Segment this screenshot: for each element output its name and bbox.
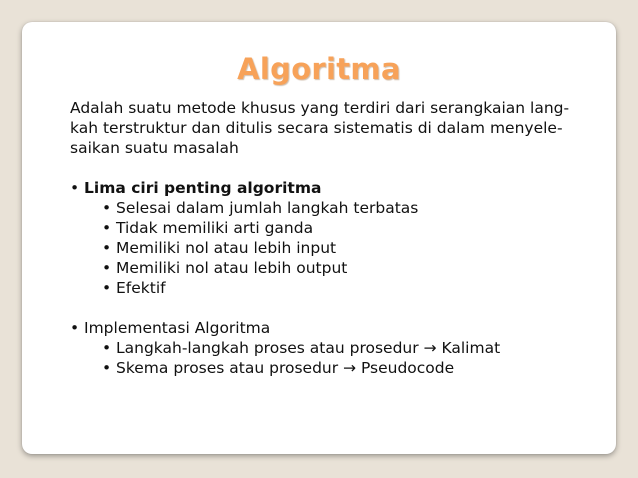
bullet-dot: •: [102, 199, 112, 217]
list-item-text: Efektif: [116, 279, 166, 297]
list-item-text: Selesai dalam jumlah langkah terbatas: [116, 199, 419, 217]
list-item: [70, 198, 600, 218]
spacer: [70, 158, 600, 178]
intro-line: kah terstruktur dan ditulis secara sistematis di dalam menyele-: [70, 119, 563, 137]
bullet-dot: •: [102, 219, 112, 237]
spacer: [70, 298, 600, 318]
list-item: [70, 338, 600, 358]
bullet-dot: •: [102, 339, 112, 357]
bullet-dot: •: [70, 179, 80, 197]
bullet-dot: •: [102, 359, 112, 377]
list-item: [70, 358, 600, 378]
intro-paragraph: [70, 98, 600, 158]
section-heading-text: Lima ciri penting algoritma: [84, 179, 322, 197]
section-heading-ciri: [70, 178, 600, 198]
bullet-dot: •: [102, 279, 112, 297]
slide-title: Algoritma: [237, 52, 401, 86]
list-item: [70, 258, 600, 278]
slide: [22, 22, 616, 454]
intro-line: Adalah suatu metode khusus yang terdiri dari serangkaian lang-: [70, 99, 570, 117]
list-item: [70, 218, 600, 238]
list-item-text: Memiliki nol atau lebih output: [116, 259, 348, 277]
section-heading-text: Implementasi Algoritma: [84, 319, 271, 337]
bullet-dot: •: [102, 239, 112, 257]
list-item: [70, 278, 600, 298]
bullet-dot: •: [102, 259, 112, 277]
section-heading-implementasi: [70, 318, 600, 338]
list-item-text: Skema proses atau prosedur → Pseudocode: [116, 359, 455, 377]
list-item: [70, 238, 600, 258]
list-item-text: Langkah-langkah proses atau prosedur → Kalimat: [116, 339, 501, 357]
list-item-text: Memiliki nol atau lebih input: [116, 239, 337, 257]
intro-line: saikan suatu masalah: [70, 139, 239, 157]
bullet-dot: •: [70, 319, 80, 337]
list-item-text: Tidak memiliki arti ganda: [116, 219, 314, 237]
slide-content: [70, 98, 600, 378]
